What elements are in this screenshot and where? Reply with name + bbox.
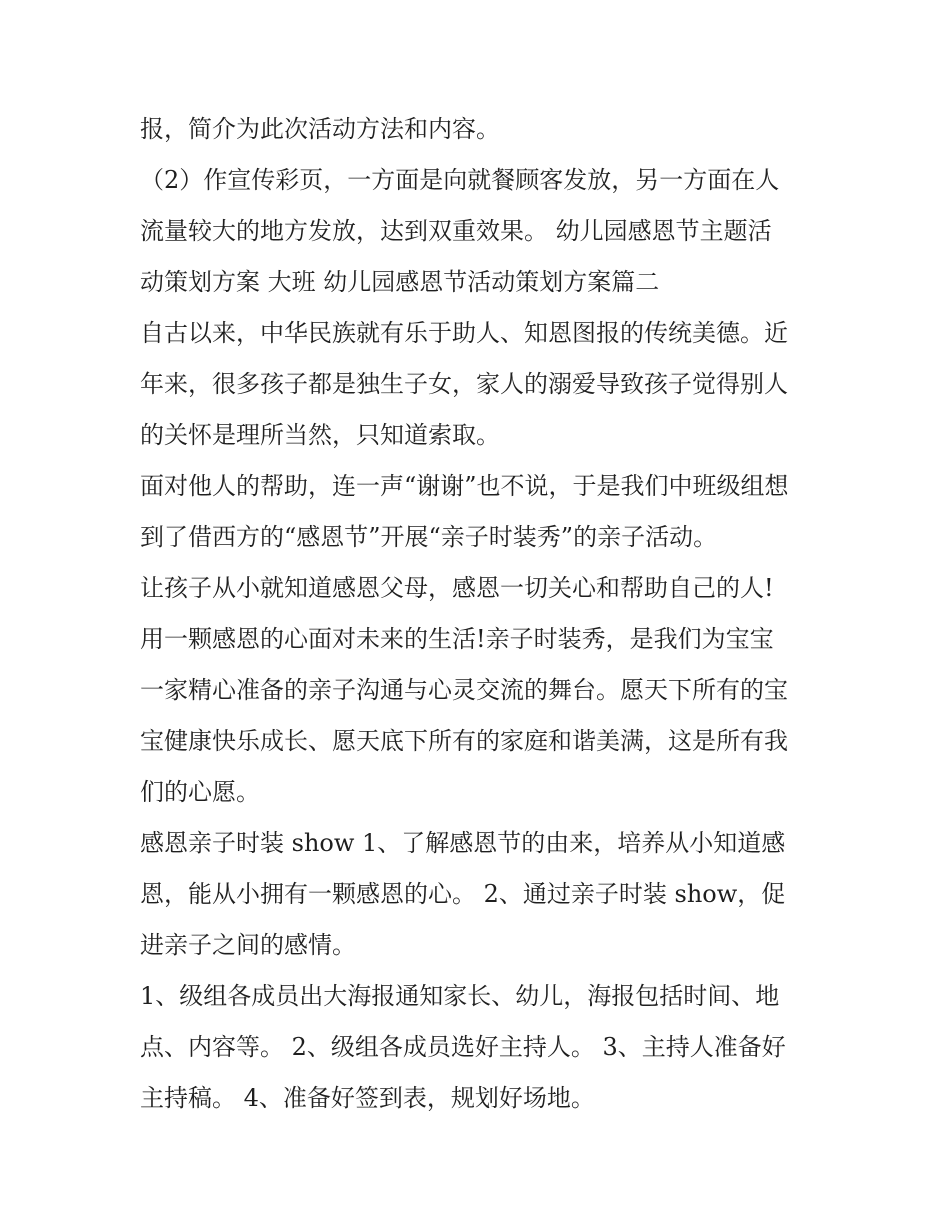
text-line: 一家精心准备的亲子沟通与心灵交流的舞台。愿天下所有的宝 (140, 676, 788, 704)
text-line: 进亲子之间的感情。 (140, 931, 356, 959)
text-line: 的关怀是理所当然，只知道索取。 (140, 421, 500, 449)
text-line: 到了借西方的“感恩节”开展“亲子时装秀”的亲子活动。 (140, 523, 718, 551)
document-body (140, 104, 830, 1124)
text-line: 1、级组各成员出大海报通知家长、幼儿，海报包括时间、地 (140, 982, 780, 1010)
text-line: 感恩亲子时装 show 1、了解感恩节的由来，培养从小知道感 (140, 829, 786, 857)
text-line: （2）作宣传彩页，一方面是向就餐顾客发放，另一方面在人 (140, 166, 780, 194)
text-line: 宝健康快乐成长、愿天底下所有的家庭和谐美满，这是所有我 (140, 727, 788, 755)
text-line: 恩，能从小拥有一颗感恩的心。 2、通过亲子时装 show，促 (140, 880, 786, 908)
text-line: 报，简介为此次活动方法和内容。 (140, 115, 500, 143)
text-line: 用一颗感恩的心面对未来的生活!亲子时装秀，是我们为宝宝 (140, 625, 774, 653)
text-line: 流量较大的地方发放，达到双重效果。 幼儿园感恩节主题活 (140, 217, 772, 245)
text-line: 动策划方案 大班 幼儿园感恩节活动策划方案篇二 (140, 268, 660, 296)
text-line: 年来，很多孩子都是独生子女，家人的溺爱导致孩子觉得别人 (140, 370, 788, 398)
text-line: 让孩子从小就知道感恩父母，感恩一切关心和帮助自己的人! (140, 574, 774, 602)
text-line: 主持稿。 4、准备好签到表，规划好场地。 (140, 1084, 595, 1112)
text-line: 们的心愿。 (140, 778, 260, 806)
text-line: 自古以来，中华民族就有乐于助人、知恩图报的传统美德。近 (140, 319, 788, 347)
text-line: 面对他人的帮助，连一声“谢谢”也不说，于是我们中班级组想 (140, 472, 789, 500)
text-line: 点、内容等。 2、级组各成员选好主持人。 3、主持人准备好 (140, 1033, 786, 1061)
